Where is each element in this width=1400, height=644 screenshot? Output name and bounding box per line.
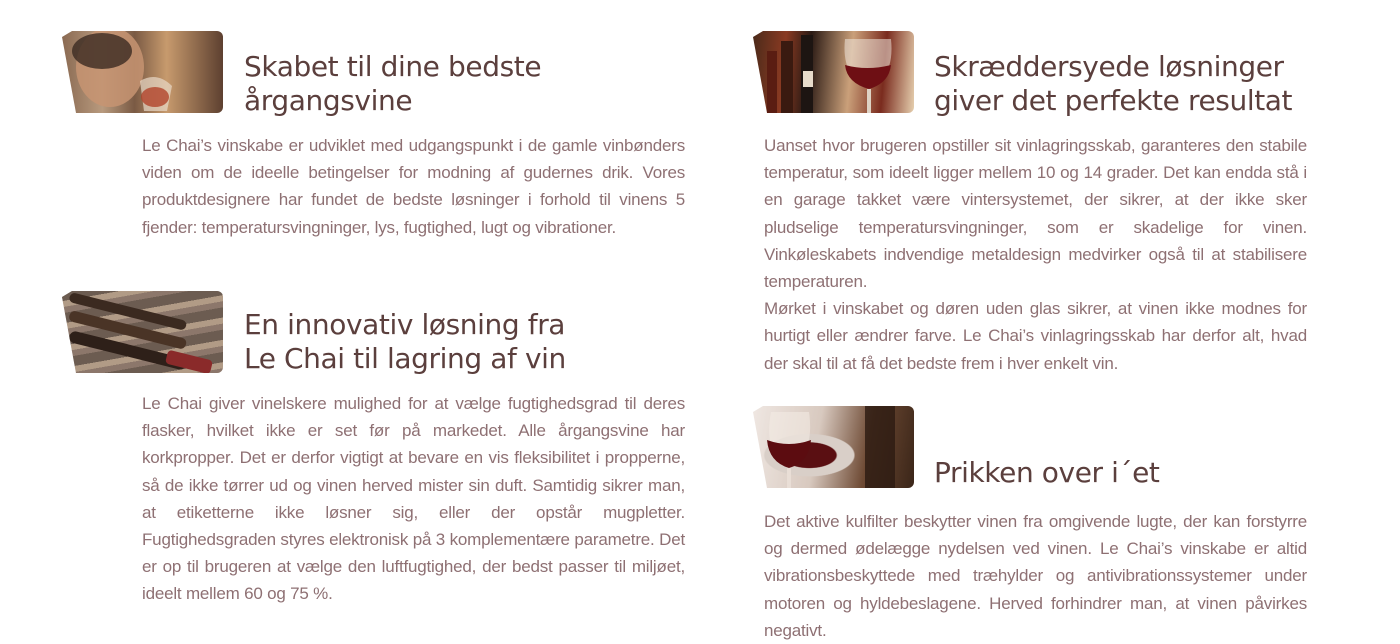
title-line-1: Skabet til dine bedste — [244, 50, 542, 83]
section-title — [934, 50, 1292, 118]
section-body — [764, 508, 1307, 644]
section-body — [764, 132, 1307, 377]
section-title — [244, 308, 566, 376]
title-line-1: En innovativ løsning fra — [244, 308, 566, 341]
man-tasting-wine-image — [62, 31, 223, 113]
red-wine-glass-image — [753, 406, 914, 488]
title-line-2: Le Chai til lagring af vin — [244, 342, 566, 375]
wine-bottles-glass-image — [753, 31, 914, 113]
paragraph: Le Chai’s vinskabe er udviklet med udgangspunkt i de gamle vinbønders viden om de ideelle betingelser for modning af gudernes drik. Vores produktdesignere har fundet de bedste løsninger i forhold til vinens 5 fjender: temperatursvingninger, lys, fugtighed, lugt og vibrationer. — [142, 136, 685, 237]
paragraph: Det aktive kulfilter beskytter vinen fra omgivende lugte, der kan forstyrre og dermed ødelægge nydelsen ved vinen. Le Chai’s vinskabe er altid vibrationsbeskyttede med træhylder og antivibrationssystemer under motoren og hyldebeslagene. Herved forhindrer man, at vinen påvirkes negativt. — [764, 512, 1307, 640]
section-body — [142, 390, 685, 608]
section-title — [934, 456, 1160, 490]
title-line-2: giver det perfekte resultat — [934, 84, 1293, 117]
paragraph: Uanset hvor brugeren opstiller sit vinlagringsskab, garanteres den stabile temperatur, som ideelt ligger mellem 10 og 14 grader. Det kan endda stå i en garage takket være vintersystemet, der sikrer, at der ikke sker pludselige temperatursvingninger, som er skadelige for vinen. Vinkøleskabets indvendige metaldesign medvirker også til at stabilisere temperaturen. — [764, 136, 1307, 292]
section-body — [142, 132, 685, 241]
title-line-2: årgangsvine — [244, 84, 413, 117]
title-line-1: Skræddersyede løsninger — [934, 50, 1284, 83]
title-line-1: Prikken over i´et — [934, 456, 1160, 489]
section-title — [244, 50, 541, 118]
paragraph: Mørket i vinskabet og døren uden glas sikrer, at vinen ikke modnes for hurtigt eller ændrer farve. Le Chai’s vinlagringsskab har derfor alt, hvad der skal til at få det bedste frem i hver enkelt vin. — [764, 299, 1307, 373]
stacked-bottles-image — [62, 291, 223, 373]
paragraph: Le Chai giver vinelskere mulighed for at vælge fugtighedsgrad til deres flasker, hvilket ikke er set før på markedet. Alle årgangsvine har korkpropper. Det er derfor vigtigt at bevare en vis fleksibilitet i propperne, så de ikke tørrer ud og vinen herved mister sin duft. Samtidig sikrer man, at etiketterne ikke løsner sig, eller der opstår mugpletter. Fugtighedsgraden styres elektronisk på 3 komplementære parametre. Det er op til brugeren at vælge den luftfugtighed, der bedst passer til miljøet, ideelt mellem 60 og 75 %. — [142, 394, 685, 604]
